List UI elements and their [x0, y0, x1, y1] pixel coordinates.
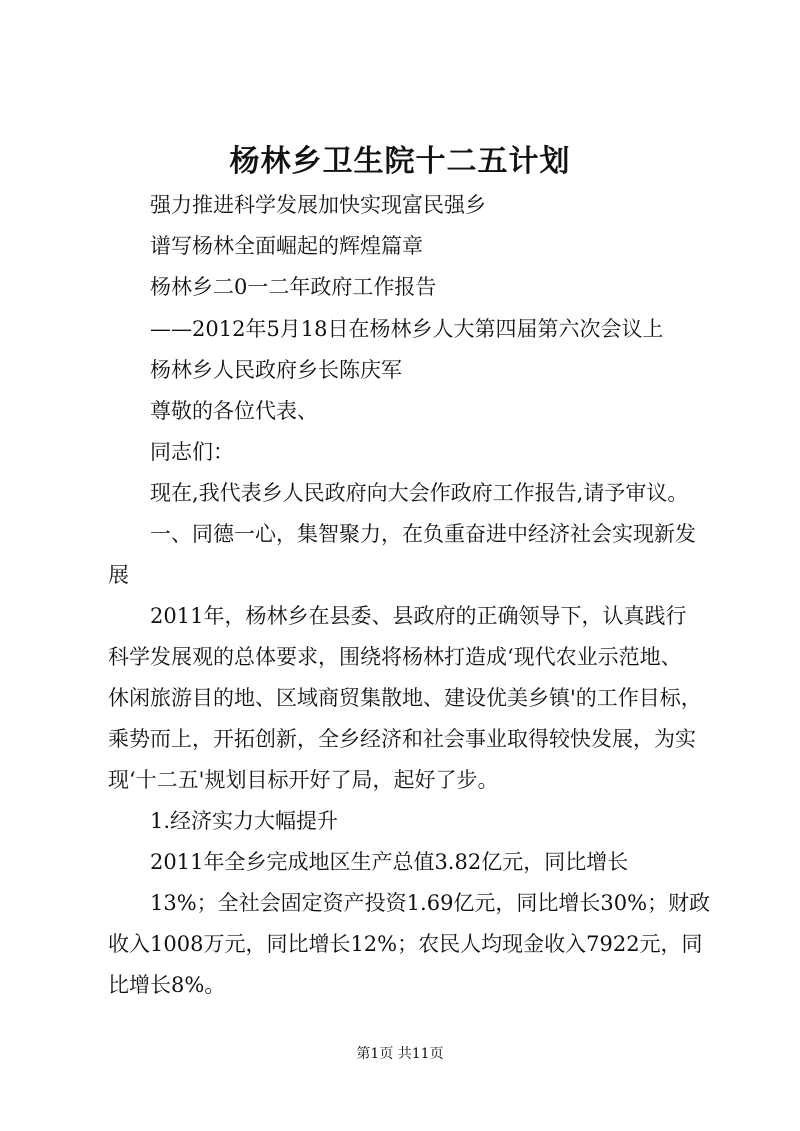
salutation-line: 同志们： [150, 440, 234, 464]
paragraph-line: 2011年，杨林乡在县委、县政府的正确领导下，认真践行 [150, 604, 687, 628]
salutation-line: 尊敬的各位代表、 [150, 399, 318, 423]
section-heading-line: 展 [108, 563, 129, 587]
section-heading-line: 一、同德一心，集智聚力，在负重奋进中经济社会实现新发 [150, 522, 696, 546]
paragraph-line: 乘势而上，开拓创新，全乡经济和社会事业取得较快发展，为实 [108, 727, 696, 751]
paragraph-line: 13%；全社会固定资产投资1.69亿元，同比增长30%；财政 [150, 891, 711, 915]
paragraph-line: 科学发展观的总体要求，围绕将杨林打造成‘现代农业示范地、 [108, 645, 682, 669]
paragraph-line: 收入1008万元，同比增长12%；农民人均现金收入7922元，同 [108, 932, 703, 956]
paragraph-line: 2011年全乡完成地区生产总值3.82亿元，同比增长 [150, 850, 629, 874]
speaker-line: 杨林乡人民政府乡长陈庆军 [150, 358, 402, 382]
paragraph-line: 现‘十二五'规划目标开好了局，起好了步。 [108, 768, 499, 792]
report-title-line: 杨林乡二0一二年政府工作报告 [150, 275, 437, 299]
paragraph-line: 现在,我代表乡人民政府向大会作政府工作报告,请予审议。 [150, 481, 689, 505]
page-footer: 第1页 共11页 [356, 1046, 444, 1062]
document-title: 杨林乡卫生院十二五计划 [229, 144, 571, 179]
paragraph-line: 休闲旅游目的地、区域商贸集散地、建设优美乡镇'的工作目标， [108, 686, 702, 710]
subsection-heading-line: 1.经济实力大幅提升 [150, 809, 339, 833]
paragraph-line: 比增长8%。 [108, 973, 226, 997]
subtitle-line: 谱写杨林全面崛起的辉煌篇章 [150, 234, 423, 258]
meeting-line: ——2012年5月18日在杨林乡人大第四届第六次会议上 [150, 317, 664, 341]
subtitle-line: 强力推进科学发展加快实现富民强乡 [150, 193, 486, 217]
